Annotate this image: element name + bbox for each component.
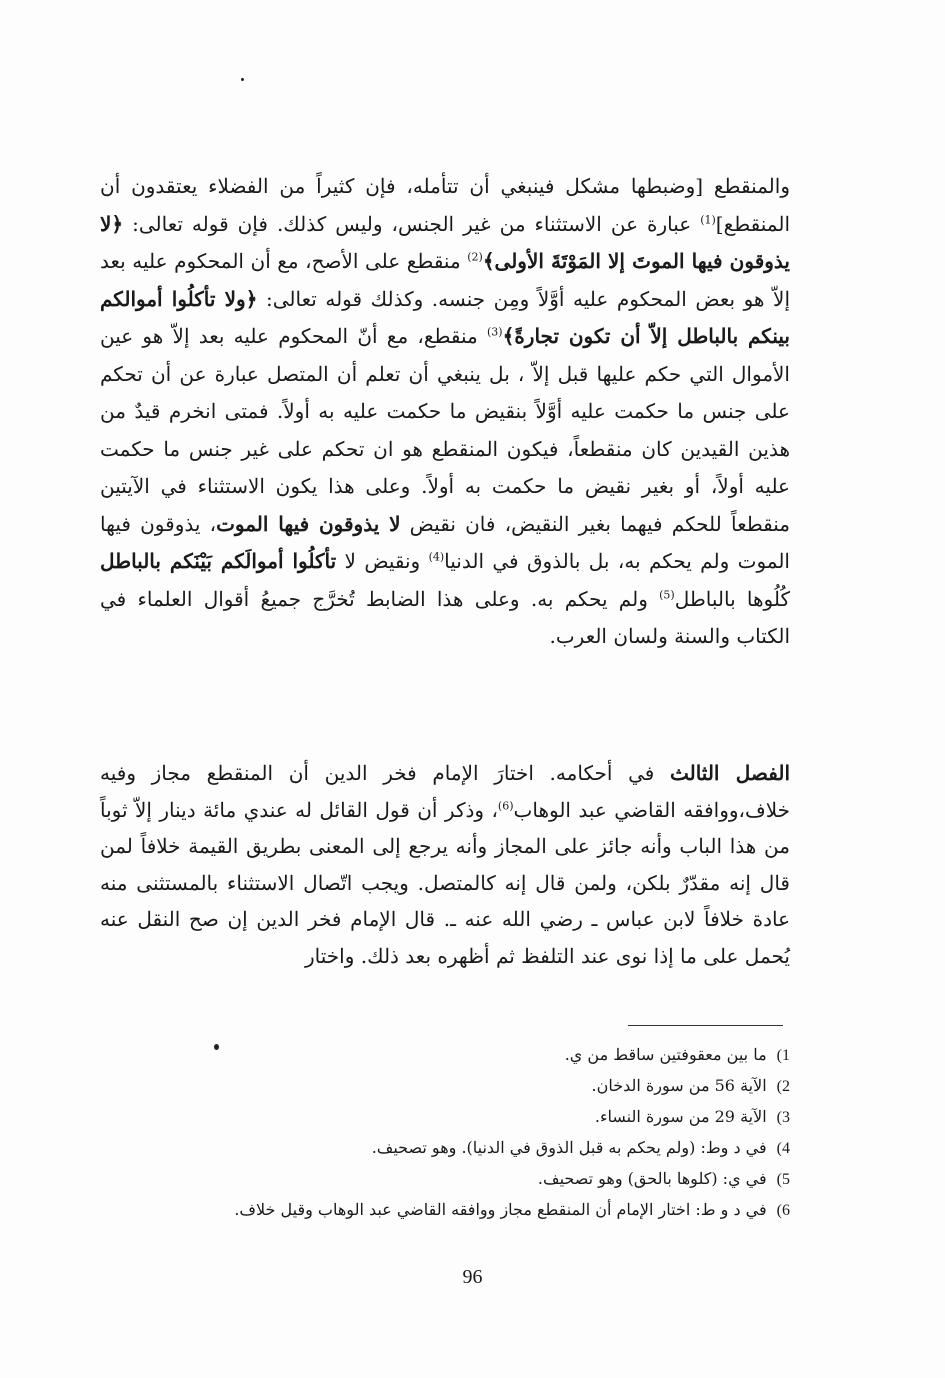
- paragraph-2: [100, 755, 790, 974]
- text-run: ، يذوقون فيها الموت ولم يحكم به، بل بالذوق في الدنيا: [100, 511, 790, 573]
- footnote-text: في ي: (كلوها بالحق) وهو تصحيف.: [537, 1169, 767, 1188]
- footnote: [100, 1195, 790, 1226]
- footnote-ref: (4): [428, 550, 445, 564]
- page-number: 96: [462, 1266, 483, 1288]
- footnote-text: في د و ط: اختار الإمام أن المنقطع مجاز ووافقه القاضي عبد الوهاب وقيل خلاف.: [234, 1200, 767, 1219]
- footnote-number: 2): [776, 1078, 790, 1095]
- footnote: [100, 1133, 790, 1164]
- footnote-text: في د وط: (ولم يحكم به قبل الذوق في الدنيا). وهو تصحيف.: [371, 1138, 767, 1157]
- text-run: كُلُوها بالباطل: [674, 586, 791, 611]
- ink-speck: [241, 78, 244, 81]
- footnote-ref: (2): [467, 250, 483, 264]
- text-run: والمنقطع [وضبطها مشكل فينبغي أن تتأمله، فإن كثيراً من الفضلاء يعتقدون أن المنقطع]: [100, 174, 790, 236]
- emphasized-text: ﴿ولا تأكلُوا أموالكم بينكم بالباطل إلاّ أن تكون تجارةً﴾: [100, 286, 790, 348]
- footnote-text: الآية 29 من سورة النساء.: [594, 1107, 767, 1126]
- footnotes-list: [100, 1040, 790, 1226]
- emphasized-text: الفصل الثالث: [669, 761, 790, 785]
- footnote-number: 6): [776, 1202, 790, 1219]
- text-run: ولم يحكم به. وعلى هذا الضابط تُخرَّج جميعُ أقوال العلماء في الكتاب والسنة ولسان العرب.: [100, 586, 790, 648]
- emphasized-text: لا يذوقون فيها الموت: [216, 511, 401, 536]
- footnote-number: 3): [776, 1109, 790, 1126]
- footnote-number: 4): [776, 1140, 790, 1157]
- emphasized-text: ﴿لا يذوقون فيها الموتَ إلا المَوْتَةَ الأولى﴾: [100, 211, 790, 273]
- footnote: [100, 1040, 790, 1071]
- footnote-ref: (3): [487, 325, 503, 339]
- footnote: [100, 1102, 790, 1133]
- footnote-ref: (6): [497, 798, 514, 812]
- footnote: [100, 1071, 790, 1102]
- footnote-ref: (1): [700, 212, 716, 226]
- footnote: [100, 1164, 790, 1195]
- footnote-number: 5): [776, 1171, 790, 1188]
- text-run: ونقيض لا: [336, 549, 429, 573]
- paragraph-1: [100, 168, 790, 656]
- footnote-text: ما بين معقوفتين ساقط من ي.: [564, 1045, 767, 1064]
- text-run: في أحكامه. اختارَ الإمام فخر الدين أن المنقطع مجاز وفيه خلاف،ووافقه القاضي عبد الوهاب: [100, 761, 790, 822]
- text-run: عبارة عن الاستثناء من غير الجنس، وليس كذلك. فإن قوله تعالى:: [123, 211, 701, 236]
- text-run: منقطع على الأصح، مع أن المحكوم عليه بعد إلاّ هو بعض المحكوم عليه أوَّلاً ومِن جنسه. وكذلك قوله تعالى:: [100, 249, 790, 311]
- footnote-number: 1): [776, 1047, 790, 1064]
- footnote-divider: [628, 1025, 783, 1026]
- emphasized-text: تأكلُوا أموالَكم بَيْنَكم بالباطل: [100, 549, 337, 573]
- text-run: منقطع، مع أنّ المحكوم عليه بعد إلاّ هو عين الأموال التي حكم عليها قبل إلاّ ، بل ينبغي أن تعلم أن المتصل عبارة عن أن تحكم على جنس ما حكمت عليه أوَّلاً بنقيض ما حكمت عليه به أولاً. فمتى انخرم قيدٌ من هذين القيدين كان منقطعاً، فيكون المنقطع هو ان تحكم على غير جنس ما حكمت عليه أولاً، أو بغير نقيض ما حكمت به أولاً. وعلى هذا يكون الاستثناء في الآيتين منقطعاً للحكم فيهما بغير النقيض، فان نقيض: [100, 324, 790, 536]
- footnote-text: الآية 56 من سورة الدخان.: [591, 1076, 767, 1095]
- footnote-ref: (5): [659, 587, 675, 601]
- text-run: ، وذكر أن قول القائل له عندي مائة دينار إلاّ ثوباً من هذا الباب وأنه جائز على المجاز وأنه يرجع إلى المعنى بطريق القيمة خلافاً لمن قال إنه مقدّرٌ بلكن، ولمن قال إنه كالمتصل. ويجب اتّصال الاستثناء بالمستثنى منه عادة خلافاً لابن عباس ـ رضي الله عنه ـ. قال الإمام فخر الدين إن صح النقل عنه يُحمل على ما إذا نوى عند التلفظ ثم أظهره بعد ذلك. واختار: [100, 797, 790, 968]
